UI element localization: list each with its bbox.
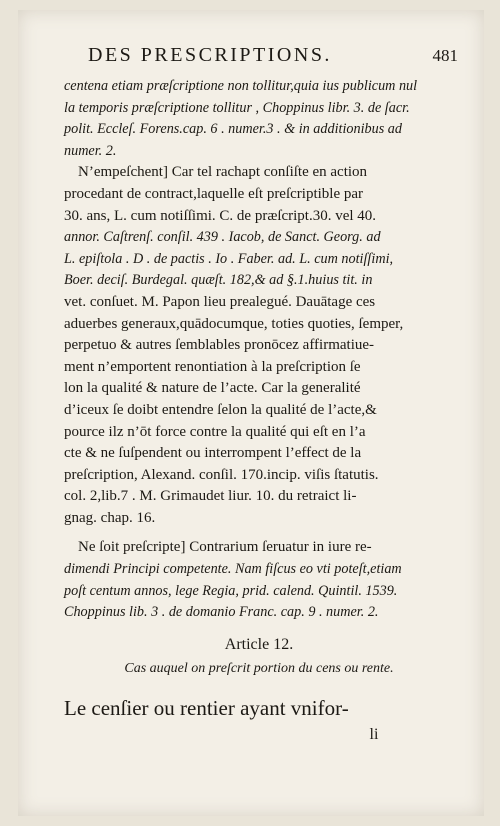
text-line: d’iceux ſe doibt entendre ſelon la qualité de l’acte,& xyxy=(64,401,377,418)
text-line: preſcription, Alexand. conſil. 170.incip. viſis ſtatutis. xyxy=(64,466,379,483)
text-line: lon la qualité & nature de l’acte. Car la generalité xyxy=(64,380,361,397)
text-line: poſt centum annos, lege Regia, prid. calend. Quintil. 1539. xyxy=(64,582,398,599)
main-text xyxy=(64,76,454,746)
paragraph-1 xyxy=(64,76,454,529)
text-line: N’empeſchent] Car tel rachapt conſiſte en action xyxy=(78,164,368,181)
paragraph-2 xyxy=(64,537,454,623)
book-page xyxy=(18,10,484,816)
text-line: aduerbes generaux,quādocumque, toties quoties, ſemper, xyxy=(64,315,404,332)
page-number: 481 xyxy=(432,46,458,65)
article-heading: Article 12. xyxy=(224,635,294,653)
text-line: procedant de contract,laquelle eſt preſcriptible par xyxy=(64,185,364,202)
text-line: Choppinus lib. 3 . de domanio Franc. cap. 9 . numer. 2. xyxy=(64,604,379,621)
text-line: Ne ſoit preſcripte] Contrarium ſeruatur in iure re- xyxy=(78,539,372,556)
text-line: 30. ans, L. cum notiſſimi. C. de præſcript.30. vel 40. xyxy=(64,207,377,224)
running-head: DES PRESCRIPTIONS. xyxy=(88,44,332,66)
text-line: centena etiam præſcriptione non tollitur,quia ius publicum nul xyxy=(64,78,418,94)
text-line: numer. 2. xyxy=(64,142,117,159)
text-line: Boer. deciſ. Burdegal. quæſt. 182,& ad §.1.huius tit. in xyxy=(64,272,373,289)
text-line: perpetuo & autres ſemblables pronōcez affirmatiue- xyxy=(64,337,375,354)
catchword: li xyxy=(369,725,379,743)
text-line: L. epiſtola . D . de pactis . Io . Faber. ad. L. cum notiſſimi, xyxy=(64,250,394,267)
text-line: polit. Eccleſ. Forens.cap. 6 . numer.3 . & in additionibus ad xyxy=(64,121,402,138)
page-header xyxy=(88,44,458,74)
text-line: la temporis præſcriptione tollitur , Choppinus libr. 3. de ſacr. xyxy=(64,99,410,116)
text-line: vet. conſuet. M. Papon lieu prealegué. Dauātage ces xyxy=(64,293,376,310)
text-line: cte & ne ſuſpendent ou interrompent l’effect de la xyxy=(64,445,362,462)
article-subtitle: Cas auquel on preſcrit portion du cens ou rente. xyxy=(124,660,394,676)
text-line: gnag. chap. 16. xyxy=(64,509,156,526)
text-line: annor. Caſtrenſ. conſil. 439 . Iacob, de Sanct. Georg. ad xyxy=(64,229,381,246)
text-line: ment n’emportent renontiation à la preſcription ſe xyxy=(64,358,361,375)
text-line: col. 2,lib.7 . M. Grimaudet liur. 10. du retraict li- xyxy=(64,488,357,505)
article-first-line: Le cenſier ou rentier ayant vnifor- xyxy=(64,695,349,720)
text-line: pource ilz n’ōt force contre la qualité qui eſt en l’a xyxy=(64,423,366,440)
text-line: dimendi Principi competente. Nam fiſcus eo vti poteſt,etiam xyxy=(64,561,402,578)
